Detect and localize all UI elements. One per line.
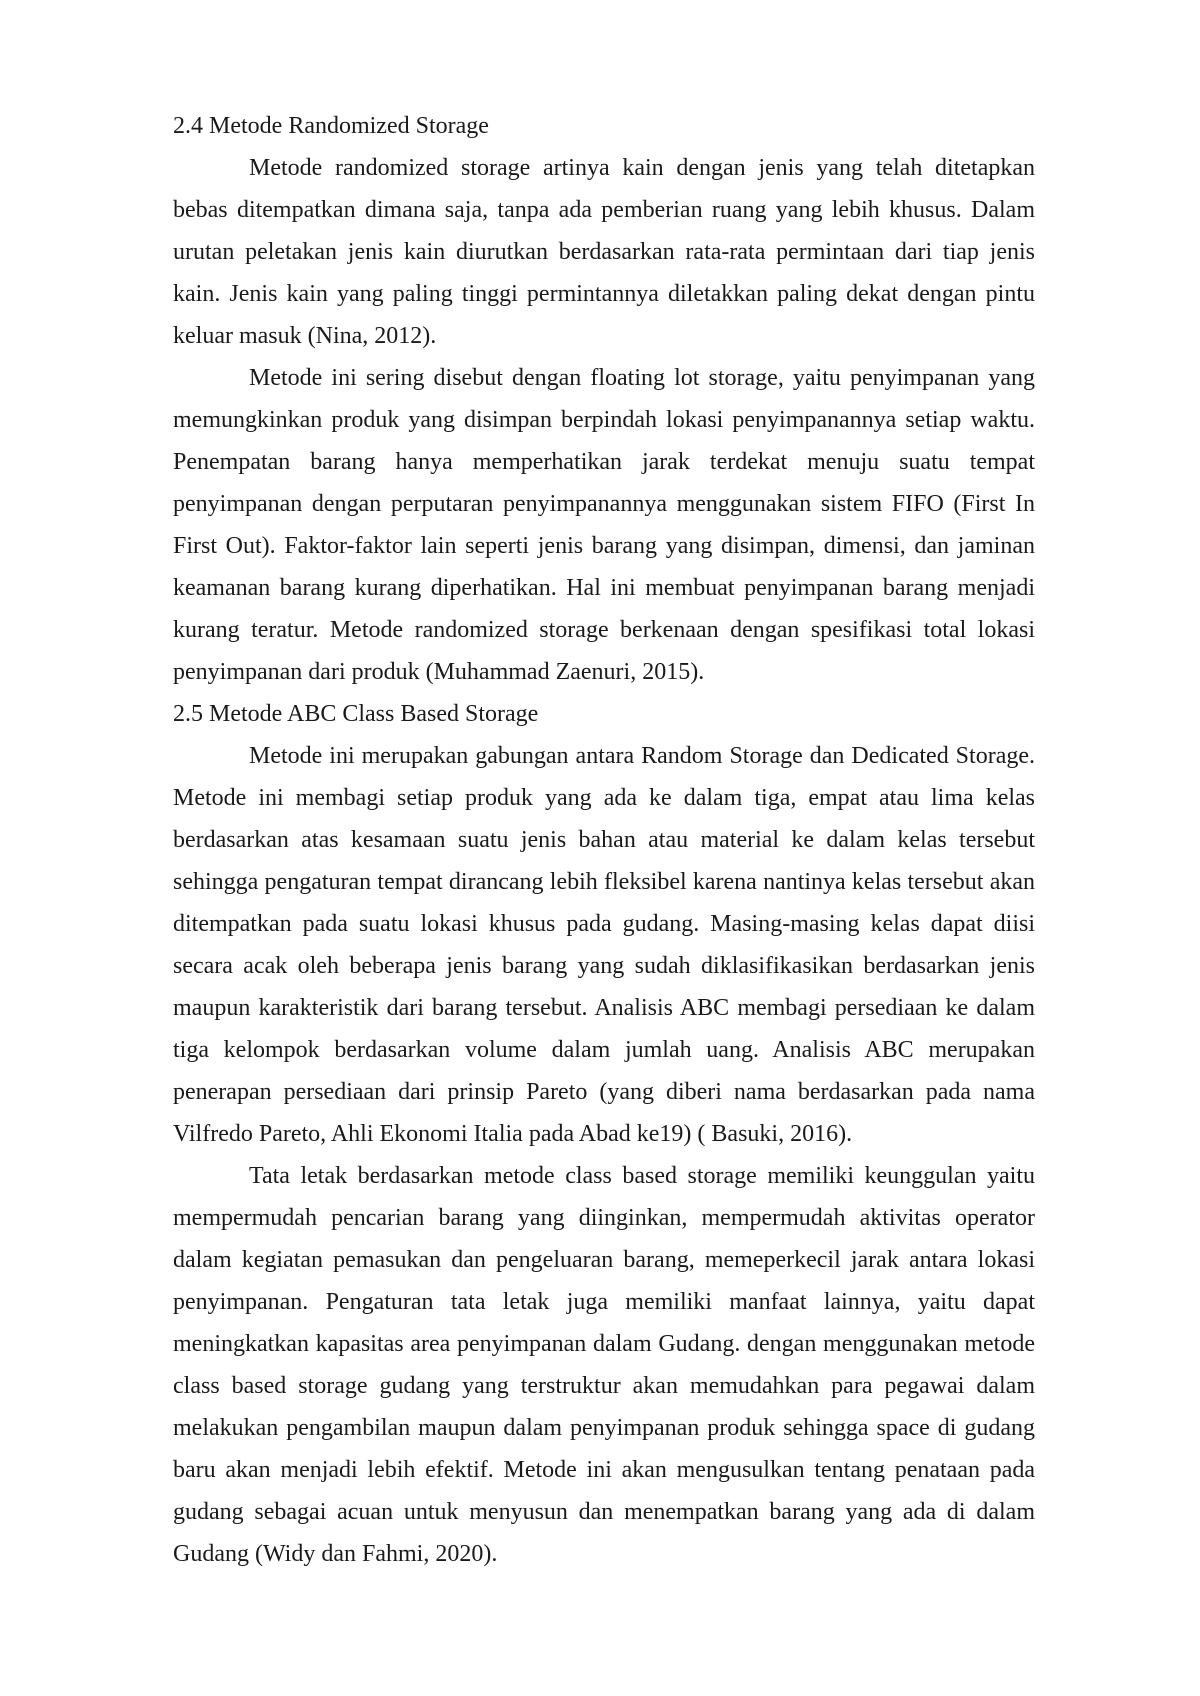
paragraph-randomized-definition: Metode randomized storage artinya kain dengan jenis yang telah ditetapkan bebas ditempatkan dimana saja, tanpa ada pemberian ruang yang lebih khusus. Dalam urutan peletakan jenis kain diurutkan berdasarkan rata-rata permintaan dari tiap jenis kain. Jenis kain yang paling tinggi permintannya diletakkan paling dekat dengan pintu keluar masuk (Nina, 2012). [173, 155, 1035, 349]
paragraph-class-based-layout: Tata letak berdasarkan metode class based storage memiliki keunggulan yaitu mempermudah pencarian barang yang diinginkan, mempermudah aktivitas operator dalam kegiatan pemasukan dan pengeluaran barang, memeperkecil jarak antara lokasi penyimpanan. Pengaturan tata letak juga memiliki manfaat lainnya, yaitu dapat meningkatkan kapasitas area penyimpanan dalam Gudang. dengan menggunakan metode class based storage gudang yang terstruktur akan memudahkan para pegawai dalam melakukan pengambilan maupun dalam penyimpanan produk sehingga space di gudang baru akan menjadi lebih efektif. Metode ini akan mengusulkan tentang penataan pada gudang sebagai acuan untuk menyusun dan menempatkan barang yang ada di dalam Gudang (Widy dan Fahmi, 2020). [173, 1163, 1035, 1567]
document-page [173, 105, 1035, 1575]
section-heading-2-5: 2.5 Metode ABC Class Based Storage [173, 701, 539, 727]
paragraph-abc-definition: Metode ini merupakan gabungan antara Random Storage dan Dedicated Storage. Metode ini membagi setiap produk yang ada ke dalam tiga, empat atau lima kelas berdasarkan atas kesamaan suatu jenis bahan atau material ke dalam kelas tersebut sehingga pengaturan tempat dirancang lebih fleksibel karena nantinya kelas tersebut akan ditempatkan pada suatu lokasi khusus pada gudang. Masing-masing kelas dapat diisi secara acak oleh beberapa jenis barang yang sudah diklasifikasikan berdasarkan jenis maupun karakteristik dari barang tersebut. Analisis ABC membagi persediaan ke dalam tiga kelompok berdasarkan volume dalam jumlah uang. Analisis ABC merupakan penerapan persediaan dari prinsip Pareto (yang diberi nama berdasarkan pada nama Vilfredo Pareto, Ahli Ekonomi Italia pada Abad ke19) ( Basuki, 2016). [173, 743, 1035, 1147]
section-heading-2-4: 2.4 Metode Randomized Storage [173, 113, 489, 139]
paragraph-floating-lot-storage: Metode ini sering disebut dengan floating lot storage, yaitu penyimpanan yang memungkinkan produk yang disimpan berpindah lokasi penyimpanannya setiap waktu. Penempatan barang hanya memperhatikan jarak terdekat menuju suatu tempat penyimpanan dengan perputaran penyimpanannya menggunakan sistem FIFO (First In First Out). Faktor-faktor lain seperti jenis barang yang disimpan, dimensi, dan jaminan keamanan barang kurang diperhatikan. Hal ini membuat penyimpanan barang menjadi kurang teratur. Metode randomized storage berkenaan dengan spesifikasi total lokasi penyimpanan dari produk (Muhammad Zaenuri, 2015). [173, 365, 1035, 685]
